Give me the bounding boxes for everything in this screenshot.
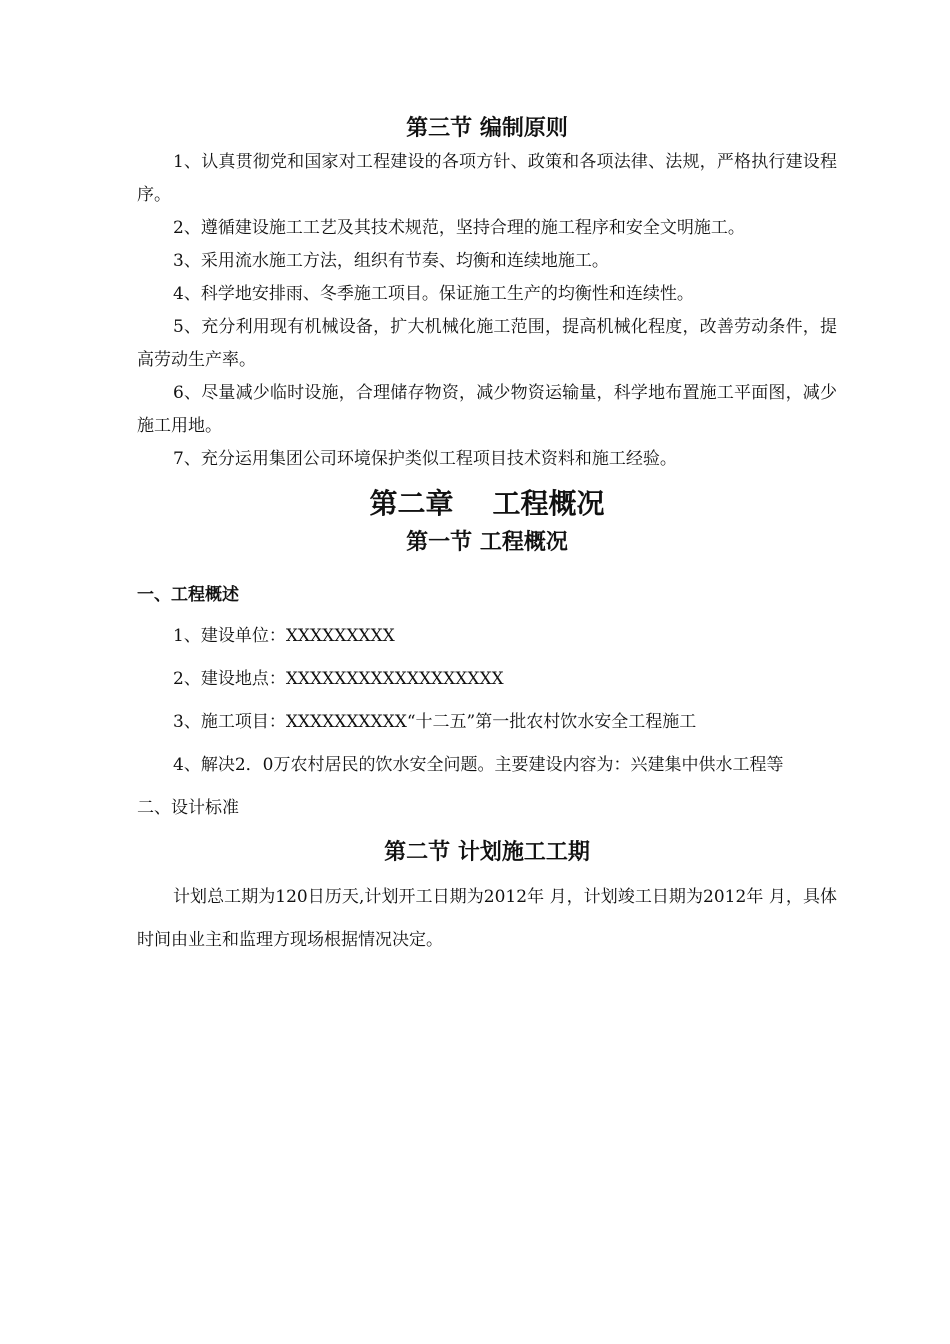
section-2-title: 第二节 计划施工工期 (384, 840, 590, 865)
overview-item-3: 3、施工项目：XXXXXXXXXX“十二五”第一批农村饮水安全工程施工 (173, 712, 697, 732)
schedule-text: 计划总工期为120日历天,计划开工日期为2012年 月，计划竣工日期为2012年 月，具体时间由业主和监理方现场根据情况决定。 (137, 887, 837, 950)
principle-item-1: 1、认真贯彻党和国家对工程建设的各项方针、政策和各项法律、法规，严格执行建设程序。 (137, 152, 837, 205)
section-3-title: 第三节 编制原则 (406, 116, 568, 141)
overview-item-4: 4、解决2．0万农村居民的饮水安全问题。主要建设内容为：兴建集中供水工程等 (173, 755, 784, 775)
principle-item-6: 6、尽量减少临时设施，合理储存物资，减少物资运输量，科学地布置施工平面图，减少施工用地。 (137, 383, 837, 436)
section-1-title: 第一节 工程概况 (406, 530, 568, 555)
design-standard-heading: 二、设计标准 (137, 798, 239, 818)
overview-item-1: 1、建设单位：XXXXXXXXX (173, 626, 395, 646)
principle-item-2: 2、遵循建设施工工艺及其技术规范，坚持合理的施工程序和安全文明施工。 (173, 218, 745, 238)
overview-item-2: 2、建设地点：XXXXXXXXXXXXXXXXXX (173, 669, 504, 689)
principle-item-5: 5、充分利用现有机械设备，扩大机械化施工范围，提高机械化程度，改善劳动条件，提高劳动生产率。 (137, 317, 837, 370)
principle-item-7: 7、充分运用集团公司环境保护类似工程项目技术资料和施工经验。 (173, 449, 677, 469)
principle-item-3: 3、采用流水施工方法，组织有节奏、均衡和连续地施工。 (173, 251, 609, 271)
chapter-2-title: 第二章 工程概况 (369, 487, 605, 520)
overview-heading: 一、工程概述 (137, 585, 239, 605)
document-content (137, 112, 837, 962)
principle-item-4: 4、科学地安排雨、冬季施工项目。保证施工生产的均衡性和连续性。 (173, 284, 694, 304)
